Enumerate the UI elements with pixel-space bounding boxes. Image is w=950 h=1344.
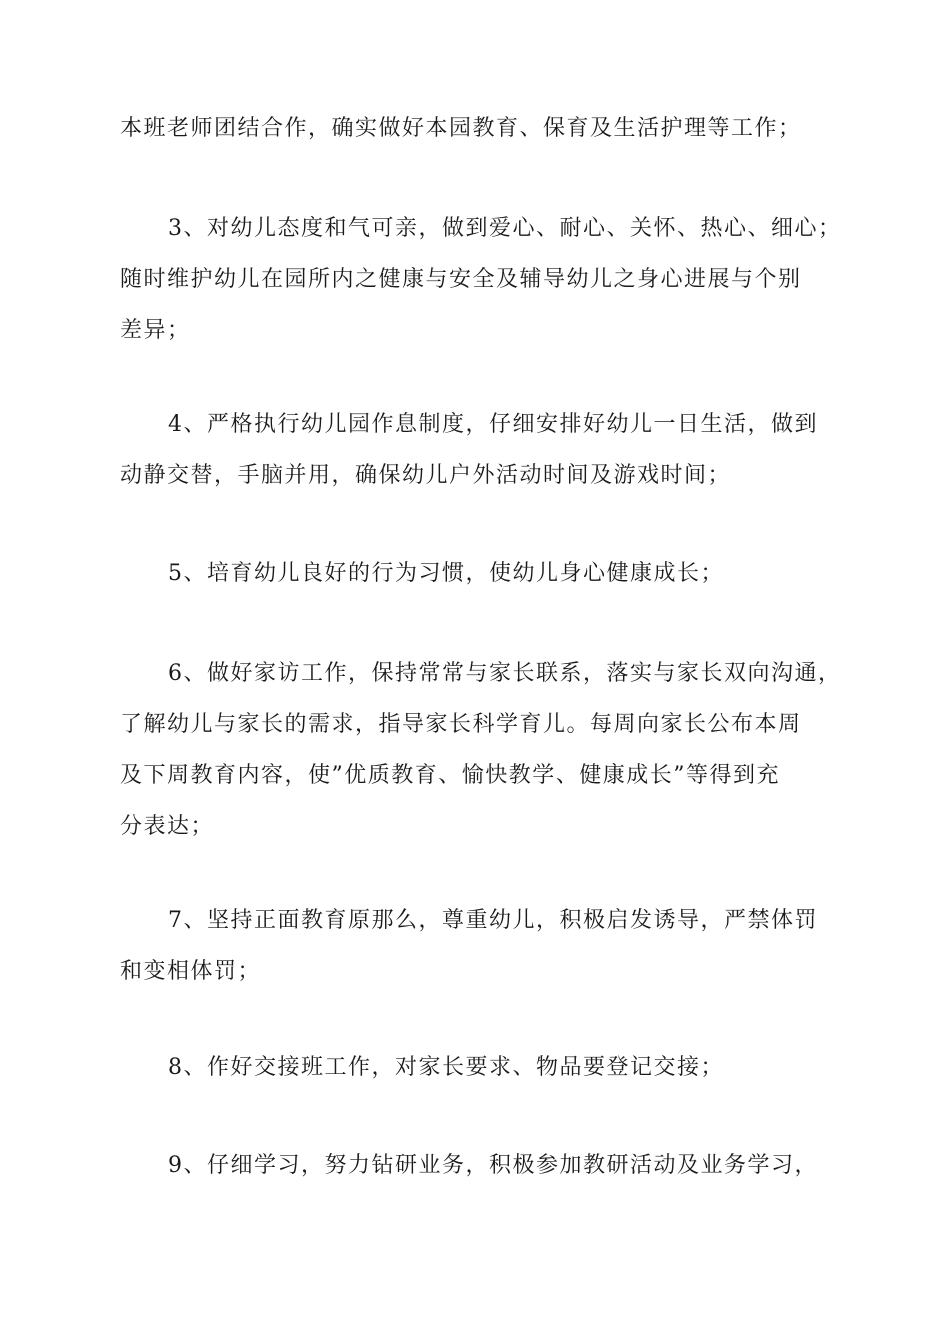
text-line: 8、作好交接班工作，对家长要求、物品要登记交接； xyxy=(168,1055,724,1080)
text-line: 6、做好家访工作，保持常常与家长联系，落实与家长双向沟通， xyxy=(168,661,842,686)
paragraph-1 xyxy=(120,103,835,154)
text-line: 了解幼儿与家长的需求，指导家长科学育儿。每周向家长公布本周 xyxy=(120,712,802,737)
text-line: 9、仔细学习，努力钻研业务，积极参加教研活动及业务学习， xyxy=(168,1153,818,1178)
paragraph-item-6 xyxy=(120,648,842,852)
text-line: 随时维护幼儿在园所内之健康与安全及辅导幼儿之身心进展与个别 xyxy=(120,267,802,292)
text-line: 本班老师团结合作，确实做好本园教育、保育及生活护理等工作； xyxy=(120,116,802,141)
text-line: 5、培育幼儿良好的行为习惯，使幼儿身心健康成长； xyxy=(168,561,724,586)
paragraph-item-7 xyxy=(120,895,835,997)
paragraph-item-9 xyxy=(120,1140,835,1191)
text-line: 分表达； xyxy=(120,814,215,839)
paragraph-item-4 xyxy=(120,399,835,501)
paragraph-item-8 xyxy=(120,1042,835,1093)
text-line: 及下周教育内容，使”优质教育、愉快教学、健康成长”等得到充 xyxy=(120,763,780,788)
text-line: 7、坚持正面教育原那么，尊重幼儿，积极启发诱导，严禁体罚 xyxy=(168,908,818,933)
text-line: 差异； xyxy=(120,318,191,343)
text-line: 4、严格执行幼儿园作息制度，仔细安排好幼儿一日生活，做到 xyxy=(168,412,818,437)
paragraph-item-3 xyxy=(120,203,842,356)
text-line: 动静交替，手脑并用，确保幼儿户外活动时间及游戏时间； xyxy=(120,463,732,488)
text-line: 3、对幼儿态度和气可亲，做到爱心、耐心、关怀、热心、细心； xyxy=(168,216,842,241)
text-line: 和变相体罚； xyxy=(120,959,262,984)
paragraph-item-5 xyxy=(120,548,835,599)
